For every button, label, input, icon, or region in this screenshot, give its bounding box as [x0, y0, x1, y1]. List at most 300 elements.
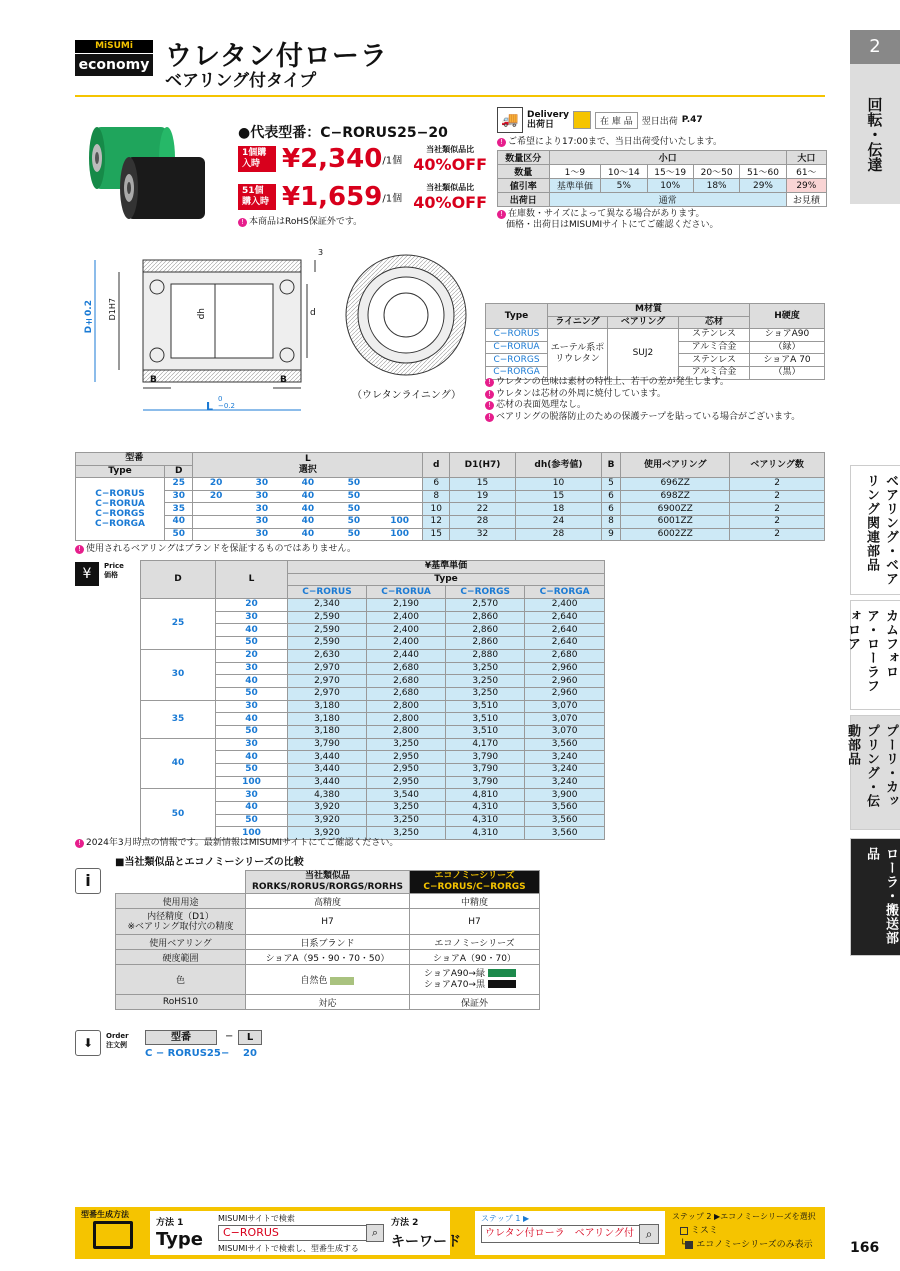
pt-L: 30: [216, 738, 288, 751]
pt-L: 50: [216, 725, 288, 738]
spec-L[interactable]: 100: [377, 515, 423, 528]
spec-cell: 8: [601, 515, 620, 528]
spec-cell: 24: [516, 515, 602, 528]
mat-note: 芯材の表面処理なし。: [496, 400, 587, 410]
pt-price: 3,560: [525, 814, 605, 827]
discount-cell: 29%: [786, 179, 826, 193]
method2-value: キーワード: [391, 1234, 461, 1250]
order-h-model: 型番: [145, 1030, 217, 1045]
spec-row: [76, 478, 825, 491]
pt-price: 2,970: [288, 662, 367, 675]
spec-L[interactable]: 20: [193, 490, 239, 503]
cmp-row-label: 硬度範囲: [116, 950, 246, 965]
spec-h-D1: D1(H7): [450, 453, 516, 478]
price-row: [141, 700, 605, 713]
pt-price: 2,960: [525, 662, 605, 675]
pt-price: 2,800: [366, 713, 445, 726]
discount-cmp-51: 当社類似品比: [426, 183, 475, 192]
pt-price: 4,170: [446, 738, 525, 751]
spec-h-count: ベアリング数: [730, 453, 825, 478]
pt-L: 50: [216, 637, 288, 650]
pt-price: 3,070: [525, 725, 605, 738]
delivery-table: [497, 150, 827, 207]
spec-L[interactable]: 40: [285, 503, 331, 516]
l-tol0: 0: [218, 395, 223, 403]
order-label: [106, 1032, 129, 1050]
spec-cell: 2: [730, 528, 825, 541]
pt-price: 2,680: [366, 662, 445, 675]
mat-type[interactable]: C−RORUA: [486, 341, 548, 354]
label-d: d: [310, 308, 316, 318]
pt-D: 35: [141, 700, 216, 738]
pt-L: 100: [216, 827, 288, 840]
spec-D: 35: [165, 503, 193, 516]
cmp-color-eco: [410, 965, 540, 995]
spec-type[interactable]: C−RORGS: [95, 509, 145, 520]
cmp-h2: [410, 871, 540, 894]
pt-price: 3,440: [288, 776, 367, 789]
spec-L[interactable]: 50: [331, 528, 377, 541]
spec-cell: 15: [516, 490, 602, 503]
pt-price: 2,680: [366, 675, 445, 688]
discount-51: [413, 182, 487, 212]
qty-cell: 20〜50: [693, 165, 739, 179]
price-value-51: ¥1,659: [282, 182, 383, 212]
spec-L[interactable]: [193, 515, 239, 528]
qty-cell: 15〜19: [647, 165, 693, 179]
sidetab-roller[interactable]: ローラ・搬送部品: [850, 838, 900, 956]
pt-h-D: D: [141, 561, 216, 599]
large-header: 大口: [786, 151, 826, 165]
spec-cell: 6002ZZ: [621, 528, 730, 541]
pt-h-L: L: [216, 561, 288, 599]
spec-L[interactable]: 40: [285, 478, 331, 491]
pt-L: 40: [216, 624, 288, 637]
pt-L: 30: [216, 789, 288, 802]
price-row: [141, 649, 605, 662]
info-icon: i: [75, 868, 101, 894]
spec-cell: 9: [601, 528, 620, 541]
mat-h-type: Type: [486, 304, 548, 329]
pt-price: 2,880: [446, 649, 525, 662]
spec-L[interactable]: 20: [193, 478, 239, 491]
pt-price: 3,180: [288, 700, 367, 713]
pt-price: 3,900: [525, 789, 605, 802]
spec-types[interactable]: [76, 478, 165, 541]
opt2-row[interactable]: └ エコノミーシリーズのみ表示: [680, 1240, 813, 1250]
spec-L[interactable]: 40: [285, 515, 331, 528]
compare-title: ■当社類似品とエコノミーシリーズの比較: [115, 857, 304, 868]
pt-price: 3,920: [288, 802, 367, 815]
green-swatch: [488, 969, 516, 977]
truck-icon: 🚚: [497, 107, 523, 133]
spec-L[interactable]: 30: [239, 478, 285, 491]
mat-type[interactable]: C−RORGA: [486, 366, 548, 379]
pt-L: 40: [216, 713, 288, 726]
l-tol: −0.2: [218, 402, 235, 410]
black-swatch: [488, 980, 516, 988]
site1-input[interactable]: C−RORUS: [218, 1225, 368, 1241]
spec-h-type: Type: [76, 465, 165, 478]
pt-col: C−RORUS: [288, 586, 367, 599]
chapter-number[interactable]: 2: [850, 30, 900, 64]
cmp-cell: 高精度: [246, 894, 410, 909]
pt-price: 2,960: [525, 687, 605, 700]
qty-cell: 61〜: [786, 165, 826, 179]
keyword-input[interactable]: ウレタン付ローラ ベアリング付: [481, 1225, 641, 1243]
discount-cell: 10%: [647, 179, 693, 193]
pt-price: 2,590: [288, 637, 367, 650]
spec-cell: 2: [730, 478, 825, 491]
pt-price: 2,860: [446, 624, 525, 637]
pt-price: 2,800: [366, 725, 445, 738]
delivery-note: ご希望により17:00まで、当日出荷受付いたします。: [508, 137, 723, 147]
pt-price: 3,250: [446, 675, 525, 688]
cmp-h1b: RORKS/RORUS/RORGS/RORHS: [251, 882, 404, 892]
pt-price: 3,790: [446, 776, 525, 789]
price-row: [141, 599, 605, 612]
spec-L[interactable]: 30: [239, 528, 285, 541]
order-label-en: Order: [106, 1032, 129, 1040]
delivery-label: Delivery: [527, 110, 570, 120]
cmp-cell: ショアA（90・70）: [410, 950, 540, 965]
qty-cell: 10〜14: [601, 165, 647, 179]
delivery-note-1: 在庫数・サイズによって異なる場合があります。: [508, 209, 705, 219]
cmp-row-label: 使用ベアリング: [116, 935, 246, 950]
rohs-note: ! 本商品はRoHS保証外です。: [238, 214, 362, 227]
pt-L: 20: [216, 649, 288, 662]
pt-price: 3,250: [366, 802, 445, 815]
pt-price: 2,950: [366, 764, 445, 777]
search-icon[interactable]: ⌕: [366, 1224, 384, 1242]
price-51: [238, 182, 488, 212]
spec-cell: 696ZZ: [621, 478, 730, 491]
monitor-icon: [93, 1221, 133, 1249]
spec-note: ! 使用されるベアリングはブランドを保証するものではありません。: [75, 541, 356, 554]
pt-price: 2,570: [446, 599, 525, 612]
spec-L[interactable]: 30: [239, 515, 285, 528]
box-icon: [573, 111, 591, 129]
mat-core: アルミ合金: [678, 341, 749, 354]
pt-price: 2,400: [366, 637, 445, 650]
spec-L[interactable]: 50: [331, 490, 377, 503]
page-title: ウレタン付ローラ: [165, 41, 388, 72]
price-1: [238, 144, 488, 174]
spec-D: 40: [165, 515, 193, 528]
color-black-text: ショアA70→黒: [424, 979, 485, 990]
pt-price: 2,190: [366, 599, 445, 612]
discount-cell: 18%: [693, 179, 739, 193]
pt-price: 2,970: [288, 687, 367, 700]
spec-L[interactable]: [193, 528, 239, 541]
discount-label: 値引率: [498, 179, 550, 193]
pt-price: 3,250: [366, 827, 445, 840]
pt-price: 3,250: [366, 738, 445, 751]
step1-box: [475, 1211, 665, 1255]
ship-normal: 通常: [549, 193, 786, 207]
pt-h-price: ¥基準単価: [288, 561, 605, 574]
mat-hard: （黒）: [750, 366, 825, 379]
mat-note: ウレタンは芯材の外周に焼付しています。: [496, 388, 666, 399]
pt-L: 30: [216, 611, 288, 624]
qty-badge-1: 1個購入時: [238, 146, 276, 172]
spec-cell: 6900ZZ: [621, 503, 730, 516]
cmp-cell: ショアA（95・90・70・50）: [246, 950, 410, 965]
page-ref[interactable]: P.47: [681, 115, 703, 125]
pt-L: 40: [216, 751, 288, 764]
cmp-cell: 保証外: [410, 995, 540, 1010]
spec-cell: 15: [423, 528, 450, 541]
rohs-text: 本商品はRoHS保証外です。: [249, 217, 363, 227]
spec-cell: 32: [450, 528, 516, 541]
mat-bearing: SUJ2: [608, 329, 679, 379]
spec-L[interactable]: 40: [285, 528, 331, 541]
spec-cell: 19: [450, 490, 516, 503]
pt-col: C−RORGA: [525, 586, 605, 599]
pt-L: 20: [216, 599, 288, 612]
pt-price: 3,920: [288, 827, 367, 840]
pt-price: 4,380: [288, 789, 367, 802]
method1-value: Type: [156, 1229, 203, 1250]
pt-price: 3,560: [525, 738, 605, 751]
qty-badge-51: 51個購入時: [238, 184, 276, 210]
price-note-text: 2024年3月時点の情報です。最新情報はMISUMIサイトにてご確認ください。: [86, 838, 399, 848]
spec-note-text: 使用されるベアリングはブランドを保証するものではありません。: [86, 544, 357, 554]
price-icon-en: Price: [104, 562, 124, 570]
spec-L[interactable]: 30: [239, 490, 285, 503]
spec-L[interactable]: 50: [331, 515, 377, 528]
label-D1: D1H7: [108, 298, 117, 321]
brand-top: MiSUMi: [75, 40, 153, 54]
diagram-caption: （ウレタンライニング）: [352, 390, 461, 401]
opt2-label: エコノミーシリーズのみ表示: [696, 1240, 813, 1250]
pt-price: 3,250: [446, 687, 525, 700]
pt-price: 2,680: [366, 687, 445, 700]
pt-price: 2,590: [288, 624, 367, 637]
pt-col: C−RORGS: [446, 586, 525, 599]
method2-label: 方法 2: [391, 1218, 419, 1228]
pt-L: 30: [216, 662, 288, 675]
spec-D: 50: [165, 528, 193, 541]
spec-cell: 6: [601, 503, 620, 516]
pt-price: 3,070: [525, 713, 605, 726]
price-note: ! 2024年3月時点の情報です。最新情報はMISUMIサイトにてご確認ください。: [75, 835, 398, 848]
pt-L: 40: [216, 802, 288, 815]
spec-L[interactable]: 40: [285, 490, 331, 503]
pt-D: 30: [141, 649, 216, 700]
page-number: 166: [850, 1240, 880, 1256]
spec-cell: 10: [516, 478, 602, 491]
spec-h-L: [193, 453, 423, 478]
step2-box: [670, 1211, 820, 1255]
spec-cell: 2: [730, 515, 825, 528]
pt-price: 2,640: [525, 637, 605, 650]
mat-h-core: 芯材: [678, 316, 749, 329]
delivery-note-2: 価格・出荷日はMISUMIサイトにてご確認ください。: [506, 220, 719, 230]
step1-label: ステップ 1 ▶: [481, 1214, 530, 1223]
discount-cell: 基準単価: [549, 179, 601, 193]
spec-h-d: d: [423, 453, 450, 478]
pt-D: 40: [141, 738, 216, 789]
discount-off-1: 40%OFF: [413, 155, 488, 174]
pt-L: 40: [216, 675, 288, 688]
mat-type[interactable]: C−RORUS: [486, 329, 548, 342]
site1-label: MISUMIサイトで検索: [218, 1214, 295, 1223]
cmp-row-label: 内径精度（D1） ※ベアリング取付穴の精度: [116, 909, 246, 935]
pt-price: 3,920: [288, 814, 367, 827]
pt-price: 3,240: [525, 751, 605, 764]
chapter-label[interactable]: 回転・伝達: [850, 64, 900, 204]
spec-h-L-text: L: [305, 454, 311, 465]
cmp-cell: 日系ブランド: [246, 935, 410, 950]
spec-h-dh: dh(参考値): [516, 453, 602, 478]
sidetab-bearing[interactable]: ベアリング・ベアリング関連部品: [850, 465, 900, 595]
pt-price: 2,960: [525, 675, 605, 688]
spec-L[interactable]: [377, 478, 423, 491]
ship-label: 翌日出荷: [641, 116, 678, 127]
footer-title: 型番生成方法: [81, 1210, 129, 1219]
pt-price: 3,240: [525, 764, 605, 777]
representative-part: ●代表型番：C−RORUS25−20: [238, 125, 448, 141]
opt1-label: ミスミ: [690, 1226, 718, 1236]
price-unit-1: /1個: [382, 155, 403, 167]
mat-hard: ショアA 70: [750, 354, 825, 367]
label-B-right: B: [280, 375, 287, 385]
spec-L[interactable]: 30: [239, 503, 285, 516]
pt-price: 3,560: [525, 802, 605, 815]
pt-price: 3,180: [288, 713, 367, 726]
order-label-ja: 注文例: [106, 1041, 127, 1049]
pt-price: 3,180: [288, 725, 367, 738]
pt-price: 3,560: [525, 827, 605, 840]
pt-D: 25: [141, 599, 216, 650]
compare-table: [115, 870, 540, 1010]
spec-cell: 22: [450, 503, 516, 516]
cmp-row-label: RoHS10: [116, 995, 246, 1010]
pt-price: 3,440: [288, 764, 367, 777]
spec-cell: 6: [601, 490, 620, 503]
qty-cell: 51〜60: [740, 165, 786, 179]
pt-price: 2,800: [366, 700, 445, 713]
sidetab-pulley[interactable]: プーリ・カップリング・伝動部品: [850, 715, 900, 830]
method2-box: [383, 1211, 483, 1255]
spec-cell: 28: [516, 528, 602, 541]
footer-panel: [75, 1207, 825, 1259]
spec-type[interactable]: C−RORUA: [95, 499, 145, 510]
price-icon-ja: 価格: [104, 571, 118, 579]
pt-price: 2,950: [366, 751, 445, 764]
order-sep: −: [225, 1031, 234, 1042]
order-icon: ⬇: [75, 1030, 101, 1056]
pt-price: 3,790: [446, 751, 525, 764]
checked-icon[interactable]: [685, 1241, 693, 1249]
checkbox-icon[interactable]: [680, 1227, 688, 1235]
sidetab-cam[interactable]: カムフォロア・ローラフォロア: [850, 600, 900, 710]
pt-price: 3,540: [366, 789, 445, 802]
spec-L[interactable]: [377, 490, 423, 503]
mat-type[interactable]: C−RORGS: [486, 354, 548, 367]
spec-L[interactable]: 50: [331, 478, 377, 491]
price-row: [141, 738, 605, 751]
brand-logo: [75, 40, 153, 76]
pt-price: 4,810: [446, 789, 525, 802]
pt-price: 2,970: [288, 675, 367, 688]
cmp-row-label: 使用用途: [116, 894, 246, 909]
spec-L[interactable]: 100: [377, 528, 423, 541]
spec-cell: 28: [450, 515, 516, 528]
spec-row: [76, 503, 825, 516]
pt-price: 3,250: [366, 814, 445, 827]
pt-price: 2,640: [525, 611, 605, 624]
spec-type[interactable]: C−RORGA: [95, 519, 146, 530]
pt-col: C−RORUA: [366, 586, 445, 599]
pt-price: 2,680: [525, 649, 605, 662]
pt-price: 2,400: [366, 624, 445, 637]
pt-price: 2,590: [288, 611, 367, 624]
order-value-L: 20: [243, 1048, 257, 1059]
search-icon[interactable]: ⌕: [639, 1224, 659, 1244]
order-h-L: L: [238, 1030, 262, 1045]
spec-type[interactable]: C−RORUS: [95, 489, 145, 500]
cmp-cell: 対応: [246, 995, 410, 1010]
pt-price: 2,640: [525, 624, 605, 637]
pt-price: 3,250: [446, 662, 525, 675]
pt-price: 3,510: [446, 713, 525, 726]
small-header: 小口: [549, 151, 786, 165]
method1-label: 方法 1: [156, 1218, 184, 1228]
spec-L[interactable]: [377, 503, 423, 516]
material-notes: ! ウレタンの色味は素材の特性上、若干の差が発生します。 ! ウレタンは芯材の外周に焼付しています。 ! 芯材の表面処理なし。 ! ベアリングの脱落防止のための保護テープを貼っている場合がございます。: [485, 377, 800, 423]
spec-h-D: D: [165, 465, 193, 478]
pt-price: 3,440: [288, 751, 367, 764]
delivery-panel: 🚚 Delivery 出荷日 在 庫 品 翌日出荷 P.47 ! ご希望により17:00まで、当日出荷受付いたします。 数量区分 小口 大口 数量 1〜9 10〜14 15〜19 20〜50 51〜60 61〜 値引率 基準単価 5% 10% 18% 29% 29% 出荷日 通常 お見積 ! 在庫数・サイズによって異なる場合があります。 価格・出荷日はMISUMIサイトにてご確認ください。: [497, 107, 827, 231]
color-green-text: ショアA90→緑: [424, 968, 485, 979]
spec-cell: 18: [516, 503, 602, 516]
order-value-model: C − RORUS25: [145, 1048, 221, 1059]
qty-cell: 1〜9: [549, 165, 601, 179]
page-subtitle: ベアリング付タイプ: [165, 71, 317, 91]
label-3: 3: [318, 248, 324, 257]
ship-quote: お見積: [786, 193, 826, 207]
cmp-cell: H7: [246, 909, 410, 935]
kubun-header: 数量区分: [498, 151, 550, 165]
pt-price: 2,400: [366, 611, 445, 624]
material-table: [485, 303, 825, 380]
mat-h-lining: ライニング: [548, 316, 608, 329]
pt-price: 3,790: [446, 764, 525, 777]
pt-L: 50: [216, 814, 288, 827]
pt-price: 2,860: [446, 611, 525, 624]
spec-h-bearing: 使用ベアリング: [621, 453, 730, 478]
mat-hard: ショアA90: [750, 329, 825, 342]
opt1-row[interactable]: [680, 1223, 718, 1236]
spec-cell: 698ZZ: [621, 490, 730, 503]
spec-L[interactable]: 50: [331, 503, 377, 516]
spec-cell: 6001ZZ: [621, 515, 730, 528]
step2-label: ステップ 2 ▶エコノミーシリーズを選択: [672, 1212, 816, 1221]
cmp-h2b: C−RORUS/C−RORGS: [423, 882, 526, 892]
spec-cell: 2: [730, 490, 825, 503]
natural-swatch: [330, 977, 354, 985]
pt-price: 2,340: [288, 599, 367, 612]
spec-L[interactable]: [193, 503, 239, 516]
product-image: [85, 105, 225, 230]
pt-price: 4,310: [446, 802, 525, 815]
pt-price: 4,310: [446, 814, 525, 827]
stock-label: 在 庫 品: [595, 112, 638, 129]
price-value-1: ¥2,340: [282, 144, 383, 174]
cmp-cell: エコノミーシリーズ: [410, 935, 540, 950]
